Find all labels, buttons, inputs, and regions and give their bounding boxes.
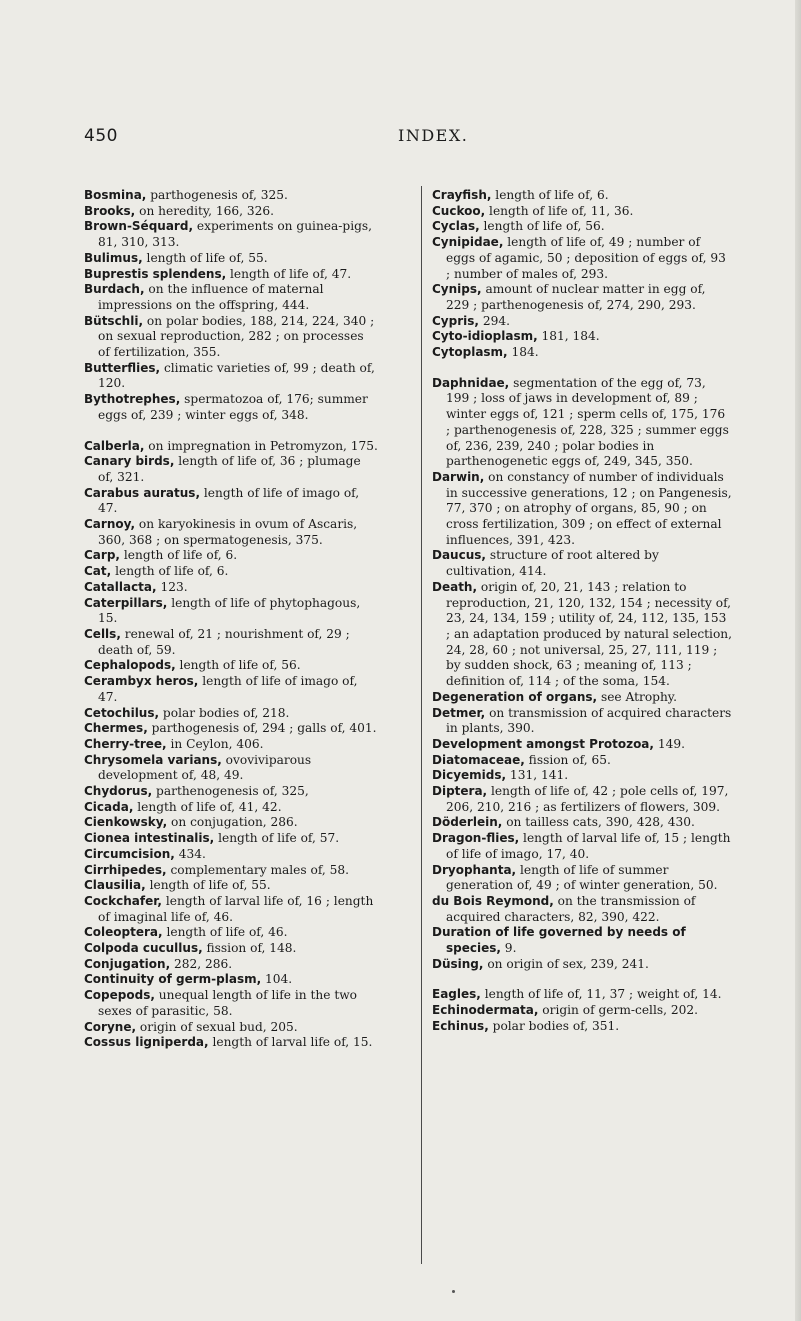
index-references: length of life of, 6. [119,548,238,563]
index-entry [432,815,732,831]
index-entry [84,439,379,455]
index-entry [84,800,379,816]
index-entry [432,987,732,1003]
index-references: on impregnation in Petromyzon, 175. [144,438,378,453]
index-term: Cienkowsky, [84,815,168,830]
index-references: 184. [507,345,539,360]
index-references: length of life of, 6. [491,188,609,202]
index-references: length of life of, 46. [162,925,288,940]
index-term: Degeneration of organs, [432,689,598,704]
index-entry [84,454,379,485]
index-term: Echinus, [432,1018,489,1033]
index-references: 131, 141. [506,768,569,783]
index-entry [84,219,379,250]
index-entry [432,1019,732,1035]
index-references: length of larval life of, 15 ; length of life of imago, 17, 40. [446,831,731,861]
index-references: length of larval life of, 15. [208,1035,373,1050]
index-references: 434. [174,846,206,861]
index-entry [84,251,379,267]
index-entry [432,376,732,470]
ink-speck [452,1290,455,1293]
index-entry [432,894,732,925]
index-term: Cat, [84,564,112,579]
index-references: length of life of, 36 ; plumage of, 321. [98,454,361,484]
index-term: Bütschli, [84,313,144,328]
index-entry [84,314,379,361]
index-term: Conjugation, [84,956,171,971]
index-term: Cuckoo, [432,203,486,218]
index-references: origin of, 20, 21, 143 ; relation to reproduction, 21, 120, 132, 154 ; necessity of, 23, 24, 134, 159 ; utility of, 24, 112, 135, 153 ; an adaptation produced by natural selection, 24, 28, 60 ; not universal, 25, 27, 111, 119 ; by sudden shock, 63 ; meaning of, 113 ; definition of, 114 ; of the soma, 154. [446,579,733,689]
index-term: Chermes, [84,721,148,736]
index-entry [432,737,732,753]
index-entry [432,925,732,956]
index-term: Burdach, [84,282,145,297]
index-entry [84,988,379,1019]
index-references: length of life of, 47. [226,266,352,281]
index-term: Cyto-idioplasm, [432,329,538,344]
index-references: length of life of, 56. [479,219,605,234]
index-references: length of larval life of, 16 ; length of imaginal life of, 46. [98,893,374,924]
index-term: Cynips, [432,282,482,297]
index-references: parthogenesis of, 294 ; galls of, 401. [147,721,377,736]
index-entry [84,267,379,283]
index-term: Cossus ligniperda, [84,1035,209,1050]
index-term: Bulimus, [84,250,143,265]
index-references: length of life of, 11, 36. [485,203,634,218]
index-entry [432,706,732,737]
index-entry [84,674,379,705]
index-entry [432,548,732,579]
index-entry [84,957,379,973]
index-term: Dragon-flies, [432,831,520,846]
index-references: 294. [478,313,510,328]
index-entry [84,282,379,313]
index-references: on the transmission of acquired characters, 82, 390, 422. [446,893,696,924]
index-entry [84,894,379,925]
index-term: Copepods, [84,988,155,1003]
index-entry [432,753,732,769]
index-term: Cynipidae, [432,235,504,250]
index-term: Cypris, [432,313,479,328]
index-term: Butterflies, [84,360,161,375]
index-term: Buprestis splendens, [84,266,227,281]
index-entry [432,957,732,973]
index-references: length of life of, 55. [145,878,271,893]
index-term: Development amongst Protozoa, [432,736,654,751]
index-term: Duration of life governed by needs of species, [432,925,686,956]
index-entry [84,1035,379,1051]
index-entry [84,721,379,737]
index-term: Colpoda cucullus, [84,941,203,956]
index-term: Cyclas, [432,219,480,234]
index-term: Daphnidae, [432,375,510,390]
index-term: Cicada, [84,799,134,814]
index-entry [84,972,379,988]
index-references: 149. [653,736,685,751]
index-term: Coryne, [84,1019,137,1034]
index-entry [84,1020,379,1036]
index-references: length of life of, 57. [214,831,340,846]
index-entry [432,314,732,330]
index-references: amount of nuclear matter in egg of, 229 ; parthenogenesis of, 274, 290, 293. [446,282,706,312]
index-entry [432,219,732,235]
index-references: length of life of phytophagous, 15. [98,595,361,626]
index-term: Chrysomela varians, [84,752,222,767]
index-references: length of life of imago of, 47. [98,674,358,704]
page-number: 450 [84,126,118,146]
index-term: Diptera, [432,784,488,799]
index-entry [84,517,379,548]
index-entry [84,548,379,564]
index-references: in Ceylon, 406. [166,736,264,751]
index-entry [84,580,379,596]
index-entry [84,564,379,580]
index-term: Canary birds, [84,454,175,469]
index-term: Cytoplasm, [432,345,508,360]
index-references: segmentation of the egg of, 73, 199 ; loss of jaws in development of, 89 ; winter eggs of, 121 ; sperm cells of, 175, 176 ; parthenogenesis of, 228, 325 ; summer eggs of, 236, 239, 240 ; polar bodies in parthenogenetic eggs of, 249, 345, 350. [446,375,729,469]
index-references: length of life of imago of, 47. [98,485,360,516]
index-references: parthogenesis of, 325. [146,188,288,202]
index-term: Circumcision, [84,846,175,861]
index-term: Düsing, [432,956,484,971]
index-references: on heredity, 166, 326. [135,203,275,218]
index-references: 282, 286. [170,956,233,971]
index-entry [432,690,732,706]
index-references: ovoviviparous development of, 48, 49. [98,752,312,783]
index-term: Diatomaceae, [432,752,525,767]
letter-section-gap [432,972,732,987]
index-entry [432,282,732,313]
index-term: Brown-Séquard, [84,219,193,234]
index-references: on the influence of maternal impressions on the offspring, 444. [98,282,324,312]
index-term: Bosmina, [84,188,147,202]
index-references: climatic varieties of, 99 ; death of, 120. [98,360,375,391]
index-references: 104. [261,972,293,987]
index-references: length of life of, 41, 42. [133,799,282,814]
index-entry [432,1003,732,1019]
index-references: on transmission of acquired characters in plants, 390. [446,705,732,736]
index-term: Caterpillars, [84,595,168,610]
index-references: parthenogenesis of, 325, [152,784,309,799]
index-term: Brooks, [84,203,136,218]
index-entry [432,831,732,862]
index-references: length of life of, 56. [175,658,301,673]
index-entry [84,596,379,627]
index-entry [432,580,732,690]
index-term: Death, [432,579,478,594]
index-entry [84,392,379,423]
index-references: fission of, 65. [524,752,611,767]
index-term: Cetochilus, [84,705,160,720]
index-references: length of life of, 55. [142,250,268,265]
index-references: length of life of, 6. [111,564,229,579]
index-references: polar bodies of, 218. [159,705,290,720]
index-references: on karyokinesis in ovum of Ascaris, 360, 368 ; on spermatogenesis, 375. [98,517,358,547]
index-entry [432,329,732,345]
index-term: Detmer, [432,705,486,720]
index-term: Cirrhipedes, [84,862,167,877]
index-entry [84,863,379,879]
index-references: on origin of sex, 239, 241. [483,956,649,971]
index-entry [432,235,732,282]
index-term: Echinodermata, [432,1003,539,1018]
index-term: Carnoy, [84,517,136,532]
index-entry [432,204,732,220]
index-column-left [84,188,379,1051]
index-entry [84,878,379,894]
index-entry [84,753,379,784]
index-entry [432,345,732,361]
index-entry [84,737,379,753]
index-term: Bythotrephes, [84,392,181,407]
index-entry [84,188,379,204]
index-term: Cells, [84,626,121,641]
index-references: 9. [500,941,517,956]
index-entry [84,361,379,392]
letter-section-gap [84,424,379,439]
index-term: Daucus, [432,548,486,563]
index-entry [84,784,379,800]
index-references: renewal of, 21 ; nourishment of, 29 ; death of, 59. [98,626,350,657]
index-term: du Bois Reymond, [432,893,554,908]
index-references: experiments on guinea-pigs, 81, 310, 313. [98,219,373,250]
index-references: on polar bodies, 188, 214, 224, 340 ; on sexual reproduction, 282 ; on processes of fertilization, 355. [98,313,375,360]
index-references: on conjugation, 286. [167,815,298,830]
index-entry [432,863,732,894]
index-entry [84,847,379,863]
index-entry [432,188,732,204]
index-term: Crayfish, [432,188,492,202]
index-term: Chydorus, [84,784,153,799]
letter-section-gap [432,361,732,376]
index-term: Carabus auratus, [84,485,201,500]
index-term: Cephalopods, [84,658,176,673]
index-references: length of life of summer generation of, 49 ; of winter generation, 50. [446,862,718,893]
page-edge [795,0,801,1321]
index-references: structure of root altered by cultivation, 414. [446,548,659,579]
index-references: origin of sexual bud, 205. [136,1019,298,1034]
index-entry [84,925,379,941]
index-term: Catallacta, [84,579,157,594]
index-entry [84,706,379,722]
index-term: Carp, [84,548,120,563]
index-term: Dicyemids, [432,768,507,783]
index-column-right [432,188,732,1035]
index-term: Eagles, [432,987,481,1002]
index-references: on constancy of number of individuals in successive generations, 12 ; on Pangenesis, 77, 370 ; on atrophy of organs, 85, 90 ; on cross fertilization, 309 ; on effect of external influences, 391, 423. [446,469,732,547]
index-entry [432,768,732,784]
index-entry [84,204,379,220]
page-title: INDEX. [398,126,469,145]
index-term: Coleoptera, [84,925,163,940]
index-references: length of life of, 49 ; number of eggs of agamic, 50 ; deposition of eggs of, 93 ; number of males of, 293. [446,235,726,281]
index-entry [84,941,379,957]
index-references: unequal length of life in the two sexes of parasitic, 58. [98,988,357,1018]
index-term: Darwin, [432,469,485,484]
index-entry [432,470,732,549]
index-references: length of life of, 42 ; pole cells of, 197, 206, 210, 216 ; as fertilizers of flowers, 309. [446,784,729,814]
index-entry [84,658,379,674]
index-entry [84,815,379,831]
index-term: Continuity of germ-plasm, [84,972,262,987]
index-term: Cerambyx heros, [84,674,199,689]
index-references: length of life of, 11, 37 ; weight of, 14. [480,987,722,1002]
index-references: see Atrophy. [597,689,677,704]
index-term: Dryophanta, [432,862,517,877]
index-entry [84,831,379,847]
column-divider [421,186,422,1264]
index-entry [84,627,379,658]
index-references: fission of, 148. [202,941,297,956]
index-entry [84,486,379,517]
index-entry [432,784,732,815]
index-references: complementary males of, 58. [166,862,350,877]
index-term: Döderlein, [432,815,503,830]
index-references: spermatozoa of, 176; summer eggs of, 239 ; winter eggs of, 348. [98,392,368,422]
index-references: 123. [156,579,188,594]
index-references: polar bodies of, 351. [488,1018,620,1033]
index-term: Calberla, [84,438,145,453]
index-term: Cherry-tree, [84,736,167,751]
index-term: Cionea intestinalis, [84,831,215,846]
index-references: 181, 184. [537,329,600,344]
index-references: origin of germ-cells, 202. [538,1003,698,1018]
index-term: Cockchafer, [84,893,162,908]
index-references: on tailless cats, 390, 428, 430. [502,815,695,830]
index-term: Clausilia, [84,878,146,893]
